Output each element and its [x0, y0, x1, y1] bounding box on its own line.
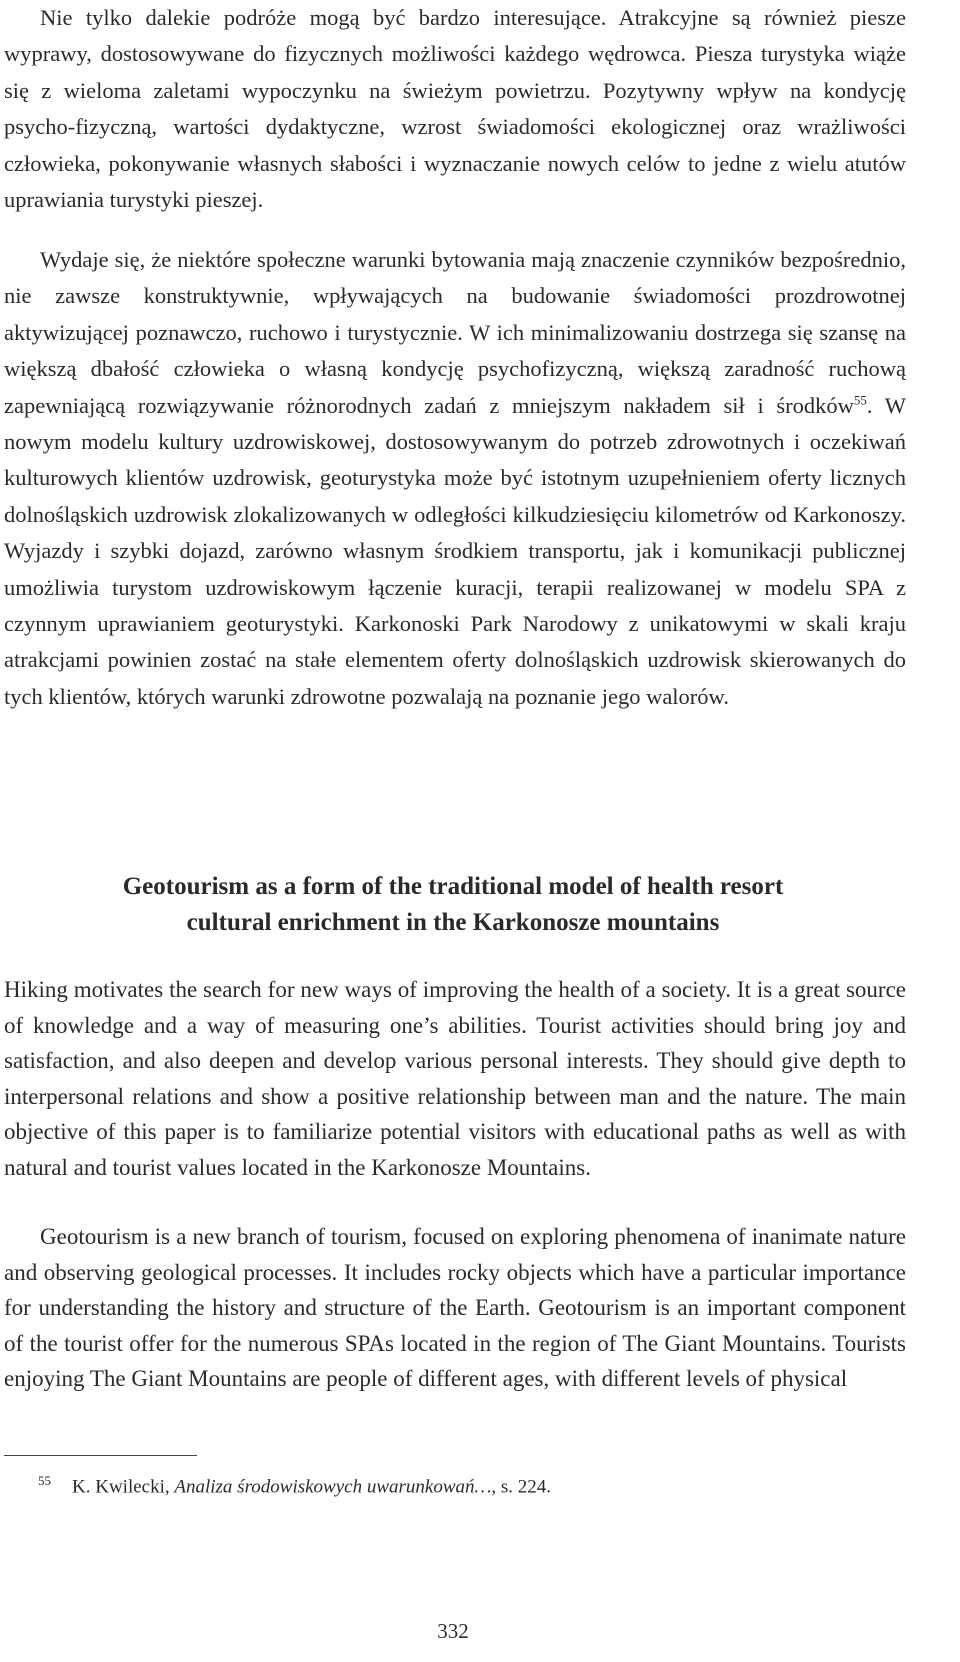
page-number: 332 [437, 1619, 469, 1643]
footnote-author: K. Kwilecki, [72, 1476, 175, 1498]
footnote-title: Analiza środowiskowych uwarunkowań… [174, 1476, 492, 1498]
paragraph-text: Wydaje się, że niektóre społeczne warunki bytowania mają znaczenie czynników bezpośrednio, nie zawsze konstruktywnie, wpływających na budowanie świadomości prozdrowotnej aktywizującej poznawczo, ruchowo i turystycznie. W ich minimalizowaniu dostrzega się szansę na większą dbałość człowieka o własną kondycję psychofizyczną, większą zaradność ruchową zapewniającą rozwiązywanie różnorodnych zadań z mniejszym nakładem sił i środków [4, 247, 906, 418]
footnote-reference[interactable]: 55 [853, 392, 867, 408]
section-heading-line-1: Geotourism as a form of the traditional model of health resort [122, 873, 784, 900]
paragraph-polish-1 [4, 0, 906, 218]
paragraph-english-1 [4, 972, 906, 1185]
footnote-page: , s. 224. [491, 1476, 552, 1498]
paragraph-english-2 [4, 1219, 906, 1397]
footnote [38, 1467, 551, 1501]
section-heading-line-2: cultural enrichment in the Karkonosze mountains [186, 909, 720, 936]
section-heading [0, 869, 906, 941]
paragraph-text: Hiking motivates the search for new ways of improving the health of a society. It is a great source of knowledge and a way of measuring one’s abilities. Tourist activities should bring joy and satisfaction, and also deepen and develop various personal interests. They should give depth to interpersonal relations and show a positive relationship between man and the nature. The main objective of this paper is to familiarize potential visitors with educational paths as well as with natural and tourist values located in the Karkonosze Mountains. [4, 977, 906, 1180]
paragraph-text-continued: . W nowym modelu kultury uzdrowiskowej, dostosowywanym do potrzeb zdrowotnych i oczekiwań kulturowych klientów uzdrowisk, geoturystyka może być istotnym uzupełnieniem oferty licznych dolnośląskich uzdrowisk zlokalizowanych w odległości kilkudziesięciu kilometrów od Karkonoszy. Wyjazdy i szybki dojazd, zarówno własnym środkiem transportu, jak i komunikacji publicznej umożliwia turystom uzdrowiskowym łączenie kuracji, terapii realizowanej w modelu SPA z czynnym uprawianiem geoturystyki. Karkonoski Park Narodowy z unikatowymi w skali kraju atrakcjami powinien zostać na stałe elementem oferty dolnośląskich uzdrowisk skierowanych do tych klientów, których warunki zdrowotne pozwalają na poznanie jego walorów. [4, 392, 906, 709]
paragraph-text: Nie tylko dalekie podróże mogą być bardzo interesujące. Atrakcyjne są również piesze wyprawy, dostosowywane do fizycznych możliwości każdego wędrowca. Piesza turystyka wiąże się z wieloma zaletami wypoczynku na świeżym powietrzu. Pozytywny wpływ na kondycję psycho-fizyczną, wartości dydaktyczne, wzrost świadomości ekologicznej oraz wrażliwości człowieka, pokonywanie własnych słabości i wyznaczanie nowych celów to jedne z wielu atutów uprawiania turystyki pieszej. [4, 5, 906, 213]
footnote-separator [4, 1455, 197, 1456]
footnote-number: 55 [38, 1473, 51, 1488]
paragraph-text: Geotourism is a new branch of tourism, focused on exploring phenomena of inanimate nature and observing geological processes. It includes rocky objects which have a particular importance for understanding the history and structure of the Earth. Geotourism is an important component of the tourist offer for the numerous SPAs located in the region of The Giant Mountains. Tourists enjoying The Giant Mountains are people of different ages, with different levels of physical [4, 1224, 906, 1391]
paragraph-polish-2 [4, 242, 906, 715]
